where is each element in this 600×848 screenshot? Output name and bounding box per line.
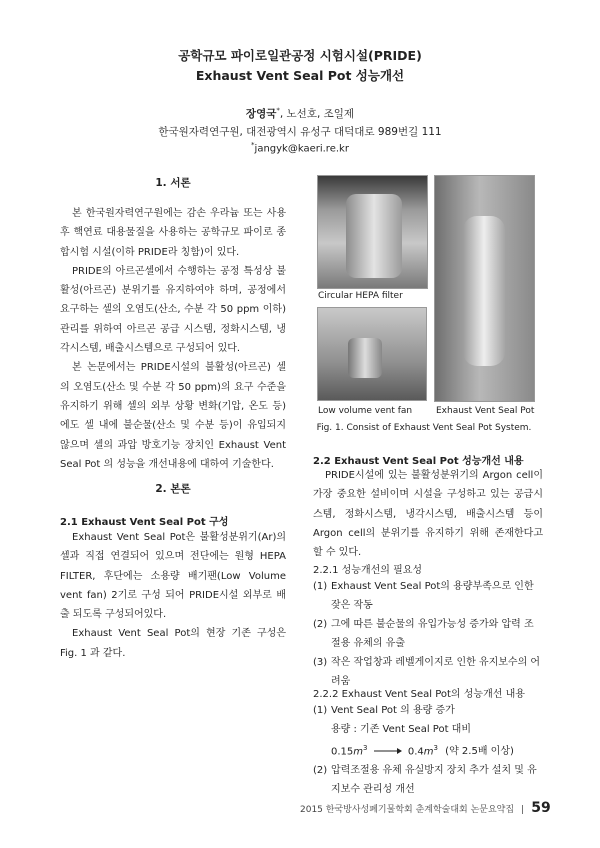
seal-pot-label: Exhaust Vent Seal Pot xyxy=(436,406,535,416)
vent-fan-photo xyxy=(317,307,427,401)
subsection22-para: PRIDE시설에 있는 불활성분위기의 Argon cell이 가장 중요한 설비이며 시설을 구성하고 있는 공급시스템, 정화시스템, 냉각시스템, 배출시스템 등이 Argon cell의 분위기를 유지하기 위해 존재한다고 할 수 있다. xyxy=(313,470,543,559)
email-line xyxy=(0,141,600,154)
section1-para: 본 논문에서는 PRIDE시설의 불활성(아르곤) 셀의 오염도(산소 및 수분 각 50 ppm)의 요구 수준을 유지하기 위해 셀의 외부 상황 변화(기압, 온도 등)에도 셀 내에 불순물(산소 및 수분 등)이 유입되지 않으며 셀의 과압 방호기능 장치인 Exhaust Vent Seal Pot 의 성능을 개선내용에 대하여 기술한다. xyxy=(60,362,286,470)
list-number: (2) xyxy=(313,619,328,630)
capacity-line: 용량 : 기존 Vent Seal Pot 대비 xyxy=(331,724,471,735)
list-text: Exhaust Vent Seal Pot의 용량부족으로 인한 잦은 작동 xyxy=(331,581,534,611)
hepa-housing-shape xyxy=(346,194,402,278)
list-text: 그에 따른 불순물의 유입가능성 증가와 압력 조절용 유체의 유출 xyxy=(331,619,534,649)
author-mark: * xyxy=(276,106,280,115)
list-item xyxy=(313,577,543,615)
subsection22-body xyxy=(313,466,543,562)
hepa-filter-photo xyxy=(317,175,428,289)
page-footer xyxy=(300,797,551,816)
list-number: (3) xyxy=(313,657,328,668)
capacity-unit: m xyxy=(353,746,364,758)
fan-label: Low volume vent fan xyxy=(318,406,413,416)
list-number: (1) xyxy=(313,581,328,592)
section2-title: 2. 본론 xyxy=(155,483,191,495)
capacity-note: (약 2.5배 이상) xyxy=(445,746,514,758)
section1-para: 본 한국원자력연구원에는 감손 우라늄 또는 사용후 핵연료 대용물질을 사용하는 공학규모 파이로 종합시험 시설(이하 PRIDE라 칭함)이 있다. xyxy=(60,208,286,258)
list-number: (2) xyxy=(313,765,328,777)
capacity-to: 0.4 xyxy=(407,746,424,758)
main-author: 장영국 xyxy=(245,108,277,120)
subsection21-body xyxy=(60,528,286,663)
paper-title-line2: Exhaust Vent Seal Pot 성능개선 xyxy=(195,68,405,83)
paper-title-line1: 공학규모 파이로일관공정 시험시설(PRIDE) xyxy=(178,48,422,63)
footer-separator: | xyxy=(521,805,525,815)
capacity-unit: m xyxy=(423,746,434,758)
email: jangyk@kaeri.re.kr xyxy=(254,143,349,155)
fan-body-shape xyxy=(348,338,382,378)
improvement-list xyxy=(313,701,543,799)
author-line xyxy=(0,106,600,121)
hepa-label: Circular HEPA filter xyxy=(318,291,403,301)
other-authors: , 노선호, 조일제 xyxy=(279,108,355,120)
capacity-formula xyxy=(313,739,543,761)
subsection21-title: 2.1 Exhaust Vent Seal Pot 구성 xyxy=(60,517,229,528)
subsection222-title: 2.2.2 Exhaust Vent Seal Pot의 성능개선 내용 xyxy=(313,689,525,700)
subsection221-title: 2.2.1 성능개선의 필요성 xyxy=(313,565,423,576)
affiliation: 한국원자력연구원, 대전광역시 유성구 대덕대로 989번길 111 xyxy=(158,126,442,138)
list-text: Vent Seal Pot 의 용량 증가 xyxy=(331,705,455,716)
subsection21-para: Exhaust Vent Seal Pot의 현장 기존 구성은 Fig. 1 과 같다. xyxy=(60,628,286,659)
capacity-exp: 3 xyxy=(363,744,368,752)
capacity-exp: 3 xyxy=(433,744,438,752)
section1-body xyxy=(60,204,286,474)
necessity-list xyxy=(313,577,543,691)
list-text: 작은 작업창과 레벨게이지로 인한 유지보수의 어려움 xyxy=(331,657,541,687)
page-number: 59 xyxy=(531,800,551,816)
subsection21-para: Exhaust Vent Seal Pot은 불활성분위기(Ar)의 셀과 직접 연결되어 있으며 전단에는 원형 HEPA FILTER, 후단에는 소용량 배기팬(Low Volume vent fan) 2기로 구성 되어 PRIDE시설 외부로 배출 되도록 구성되어있다. xyxy=(60,532,286,621)
list-item xyxy=(313,761,543,799)
figure-caption: Fig. 1. Consist of Exhaust Vent Seal Pot System. xyxy=(316,423,532,433)
capacity-from: 0.15 xyxy=(331,746,354,758)
footer-text: 2015 한국방사성폐기물학회 춘계학술대회 논문요약집 xyxy=(300,805,515,815)
section1-title: 1. 서론 xyxy=(155,177,191,189)
arrow-right-icon xyxy=(373,746,403,756)
subsection22-title: 2.2 Exhaust Vent Seal Pot 성능개선 내용 xyxy=(313,456,524,467)
list-number: (1) xyxy=(313,705,328,716)
email-mark: * xyxy=(251,141,255,149)
seal-pot-photo xyxy=(434,175,535,402)
list-item xyxy=(313,615,543,653)
list-text: 압력조절용 유체 유실방지 장치 추가 설치 및 유지보수 관리성 개선 xyxy=(331,765,537,796)
list-item xyxy=(313,701,543,720)
section1-para: PRIDE의 아르곤셀에서 수행하는 공정 특성상 불활성(아르곤) 분위기를 유지하여야 하며, 공정에서 요구하는 셀의 오염도(산소, 수분 각 50 ppm 이하) 관리를 위하여 아르곤 공급 시스템, 정화시스템, 냉각시스템, 배출시스템으로 구성되어 있다. xyxy=(60,265,286,355)
seal-pot-tank-shape xyxy=(463,216,505,366)
